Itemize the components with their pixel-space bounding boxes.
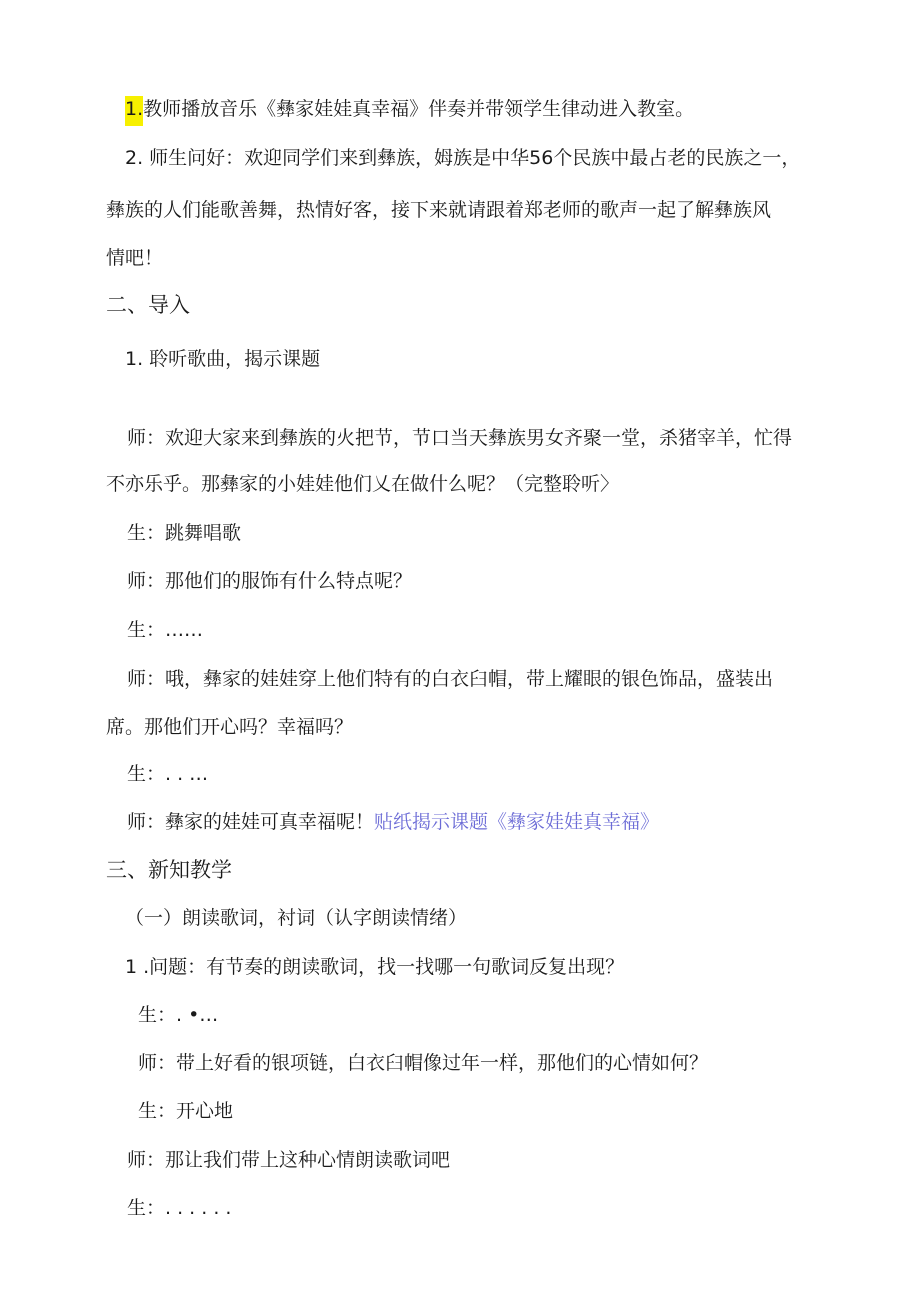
student-line-1: 生：跳舞唱歌 bbox=[127, 522, 242, 544]
intro-item-1-text: 教师播放音乐《彝家娃娃真幸福》伴奏并带领学生律动进入教室。 bbox=[143, 98, 695, 120]
teacher-line-1a: 师：欢迎大家来到彝族的火把节，节口当天彝族男女齐聚一堂，杀猪宰羊，忙得 bbox=[127, 427, 793, 449]
student-line-5: 生：开心地 bbox=[138, 1100, 234, 1122]
teacher-line-1b: 不亦乐乎。那彝家的小娃娃他们乂在做什么呢？（完整聆听〉 bbox=[106, 473, 620, 495]
sticker-title-note: 贴纸揭示课题《彝家娃娃真幸福》 bbox=[374, 811, 660, 833]
student-line-6: 生：. . . . . . bbox=[127, 1197, 232, 1219]
section-heading-new-knowledge: 三、新知教学 bbox=[106, 858, 232, 882]
item-number-highlight: 1. bbox=[125, 96, 143, 126]
section2-item-1: 1. 聆听歌曲，揭示课题 bbox=[125, 348, 321, 370]
intro-item-2-line-3: 情吧！ bbox=[106, 247, 164, 269]
teacher-line-5: 师：带上好看的银项链，白衣臼帽像过年一样，那他们的心情如何？ bbox=[138, 1052, 709, 1074]
subsection-1: （一）朗读歌词，衬词（认字朗读情绪） bbox=[125, 907, 468, 929]
teacher-line-2: 师：那他们的服饰有什么特点呢？ bbox=[127, 570, 413, 592]
teacher-line-6: 师：那让我们带上这种心情朗读歌词吧 bbox=[127, 1149, 451, 1171]
section-heading-intro: 二、导入 bbox=[106, 293, 190, 317]
student-line-4: 生：. •… bbox=[138, 1004, 219, 1026]
teacher-line-4-text: 师：彝家的娃娃可真幸福呢！ bbox=[127, 811, 375, 833]
teacher-line-3a: 师：哦，彝家的娃娃穿上他们特有的白衣臼帽，带上耀眼的银色饰品，盛装出 bbox=[127, 668, 774, 690]
intro-item-2-line-1: 2. 师生问好：欢迎同学们来到彝族，姆族是中华56个民族中最占老的民族之一， bbox=[125, 147, 801, 169]
student-line-3: 生：. . … bbox=[127, 763, 209, 785]
teacher-line-3b: 席。那他们开心吗？幸福吗？ bbox=[106, 716, 354, 738]
intro-item-1 bbox=[125, 97, 694, 121]
student-line-2: 生：…… bbox=[127, 619, 204, 641]
teacher-line-4 bbox=[127, 810, 659, 834]
section3-item-1: 1 .问题：有节奏的朗读歌词，找一找哪一句歌词反复出现？ bbox=[125, 956, 625, 978]
intro-item-2-line-2: 彝族的人们能歌善舞，热情好客，接下来就请跟着郑老师的歌声一起了解彝族风 bbox=[106, 199, 772, 221]
